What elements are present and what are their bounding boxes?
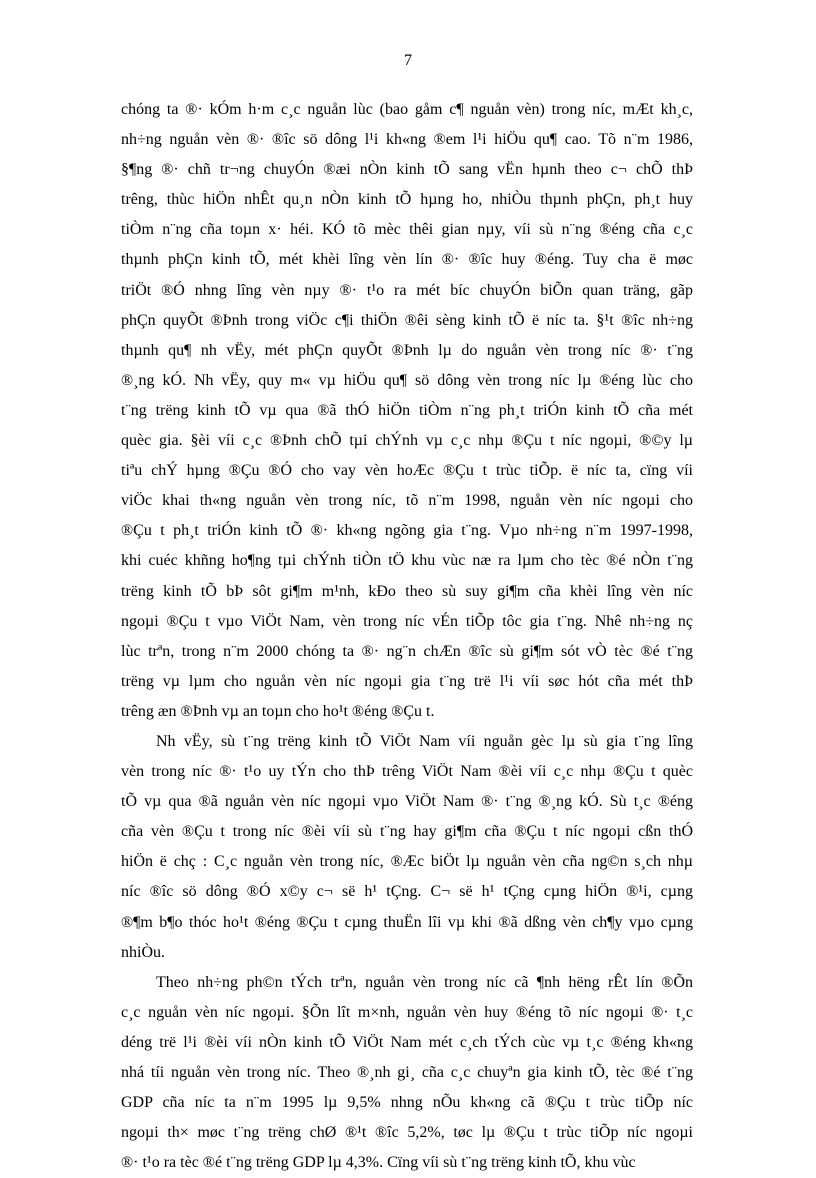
text-line: tiÒm n¨ng cña toµn x· héi. KÓ tõ mèc thêi gian nµy, víi sù n¨ng ®éng cña c¸c (121, 221, 693, 239)
text-line: vèn trong níc ®· t¹o uy tÝn cho thÞ trêng ViÖt Nam ®èi víi c¸c nhµ ®Çu t quèc (121, 763, 693, 781)
text-line: thµnh phÇn kinh tÕ, mét khèi lîng vèn lín ®· ®îc huy ®éng. Tuy cha ë møc (121, 251, 693, 269)
text-line: ®¸ng kÓ. Nh vËy, quy m« vµ hiÖu qu¶ sö dông vèn trong níc lµ ®éng lùc cho (121, 371, 693, 389)
paragraph (121, 95, 693, 727)
text-line: déng trë l¹i ®èi víi nÒn kinh tÕ ViÖt Nam mét c¸ch tÝch cùc vµ t¸c ®éng kh«ng (121, 1033, 693, 1051)
text-line: c¸c nguån vèn níc ngoµi. §Õn lît m×nh, nguån vèn huy ®éng tõ níc ngoµi ®· t¸c (121, 1003, 693, 1021)
text-line: phÇn quyÕt ®Þnh trong viÖc c¶i thiÖn ®êi sèng kinh tÕ ë níc ta. §¹t ®îc nh÷ng (121, 311, 693, 329)
text-line: chóng ta ®· kÓm h·m c¸c nguån lùc (bao gåm c¶ nguån vèn) trong níc, mÆt kh¸c, (121, 101, 693, 118)
text-line: t¨ng trëng kinh tÕ vµ qua ®ã thÓ hiÖn tiÒm n¨ng ph¸t triÓn kinh tÕ cña mét (121, 401, 693, 419)
text-line: ngoµi ®Çu t vµo ViÖt Nam, vèn trong níc vÉn tiÕp tôc gia t¨ng. Nhê nh÷ng nç (121, 612, 693, 630)
paragraph (121, 968, 693, 1178)
text-line: thµnh qu¶ nh vËy, mét phÇn quyÕt ®Þnh lµ do nguån vèn trong níc ®· t¨ng (121, 341, 693, 359)
body-text (121, 95, 693, 1178)
text-line: ®· t¹o ra tèc ®é t¨ng trëng GDP lµ 4,3%. Cïng víi sù t¨ng trëng kinh tÕ, khu vùc (121, 1154, 636, 1172)
text-line: tÕ vµ qua ®ã nguån vèn níc ngoµi vµo ViÖt Nam ®· t¨ng ®¸ng kÓ. Sù t¸c ®éng (121, 793, 693, 811)
text-line: quèc gia. §èi víi c¸c ®Þnh chÕ tµi chÝnh vµ c¸c nhµ ®Çu t níc ngoµi, ®©y lµ (121, 432, 693, 450)
text-line: trêng æn ®Þnh vµ an toµn cho ho¹t ®éng ®Çu t. (121, 702, 435, 720)
text-line: ®Çu t ph¸t triÓn kinh tÕ ®· kh«ng ngõng gia t¨ng. Vµo nh÷ng n¨m 1997-1998, (121, 522, 693, 540)
paragraph (121, 727, 693, 968)
text-line: GDP cña níc ta n¨m 1995 lµ 9,5% nhng nÕu kh«ng cã ®Çu t trùc tiÕp níc (121, 1094, 693, 1112)
text-line: triÖt ®Ó nhng lîng vèn nµy ®· t¹o ra mét bíc chuyÓn biÕn quan träng, gãp (121, 281, 693, 299)
text-line: Nh vËy, sù t¨ng trëng kinh tÕ ViÖt Nam víi nguån gèc lµ sù gia t¨ng lîng (156, 732, 693, 750)
text-line: níc ®îc sö dông ®Ó x©y c¬ së h¹ tÇng. C¬ së h¹ tÇng cµng hiÖn ®¹i, cµng (121, 883, 693, 901)
text-line: ngoµi th× møc t¨ng trëng chØ ®¹t ®îc 5,2%, tøc lµ ®Çu t trùc tiÕp níc ngoµi (121, 1124, 693, 1142)
text-line: §¶ng ®· chñ tr¬ng chuyÓn ®æi nÒn kinh tÕ sang vËn hµnh theo c¬ chÕ thÞ (121, 161, 693, 179)
text-line: viÖc khai th«ng nguån vèn trong níc, tõ n¨m 1998, nguån vèn níc ngoµi cho (121, 492, 693, 510)
text-line: tiªu chÝ hµng ®Çu ®Ó cho vay vèn hoÆc ®Çu t trùc tiÕp. ë níc ta, cïng víi (121, 462, 693, 480)
page-number: 7 (404, 52, 412, 69)
text-line: khi cuéc khñng ho¶ng tµi chÝnh tiÒn tÖ khu vùc næ ra lµm cho tèc ®é nÒn t¨ng (121, 552, 693, 570)
text-line: nh÷ng nguån vèn ®· ®îc sö dông l¹i kh«ng ®em l¹i hiÖu qu¶ cao. Tõ n¨m 1986, (121, 131, 693, 149)
text-line: ®¶m b¶o thóc ho¹t ®éng ®Çu t cµng thuËn lîi vµ khi ®ã dßng vèn ch¶y vµo cµng (121, 913, 693, 931)
text-line: lùc trªn, trong n¨m 2000 chóng ta ®· ng¨n chÆn ®îc sù gi¶m sót vÒ tèc ®é t¨ng (121, 642, 693, 660)
text-line: trêng, thùc hiÖn nhÊt qu¸n nÒn kinh tÕ hµng ho, nhiÒu thµnh phÇn, ph¸t huy (121, 191, 693, 209)
text-line: trëng kinh tÕ bÞ sôt gi¶m m¹nh, kÐo theo sù suy gi¶m cña khèi lîng vèn níc (121, 582, 693, 600)
text-line: trëng vµ lµm cho nguån vèn níc ngoµi gia t¨ng trë l¹i víi søc hót cña mét thÞ (121, 672, 693, 690)
text-line: cña vèn ®Çu t trong níc ®èi víi sù t¨ng hay gi¶m cña ®Çu t níc ngoµi cßn thÓ (121, 823, 693, 841)
text-line: hiÖn ë chç : C¸c nguån vèn trong níc, ®Æc biÖt lµ nguån vèn cña ng©n s¸ch nhµ (121, 853, 693, 871)
text-line: nhá tíi nguån vèn trong níc. Theo ®¸nh gi¸ cña c¸c chuyªn gia kinh tÕ, tèc ®é t¨ng (121, 1064, 693, 1081)
text-line: nhiÒu. (121, 943, 165, 961)
text-line: Theo nh÷ng ph©n tÝch trªn, nguån vèn trong níc cã ¶nh hëng rÊt lín ®Õn (156, 973, 693, 991)
